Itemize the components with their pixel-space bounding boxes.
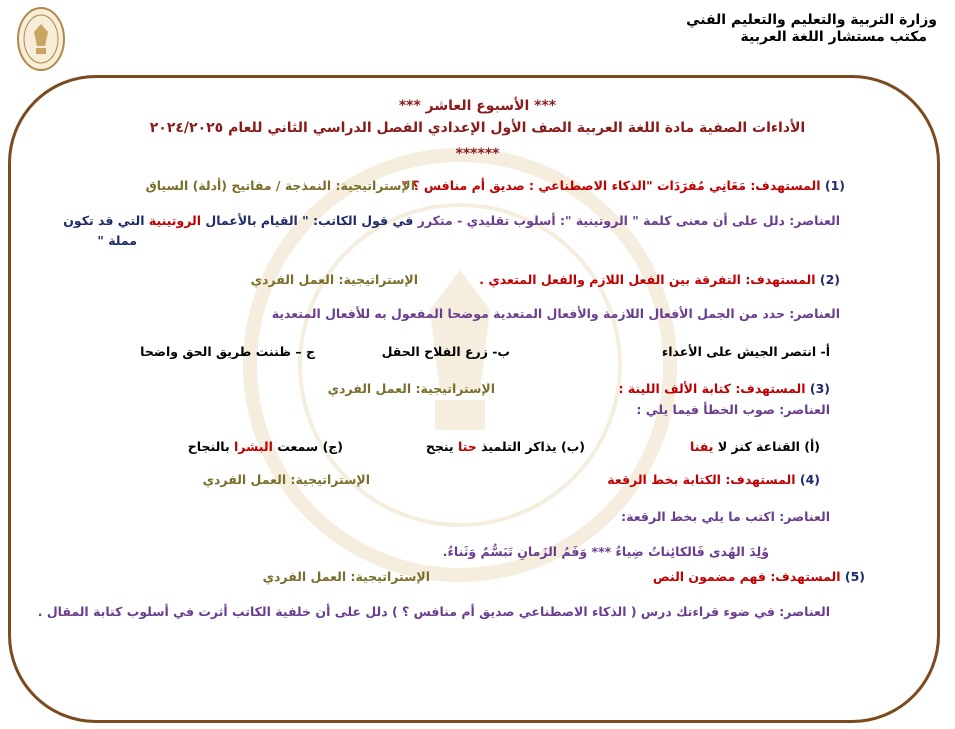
item3-option-b-error: حتا — [458, 439, 477, 454]
item4-verse: وُلِدَ الهُدى فَالكائِناتُ ضِياءُ *** وَفَمُ الزَمانِ تَبَسُّمٌ وَثَناءُ. — [442, 544, 769, 559]
item1-elements-line — [63, 212, 840, 229]
item3-number: (3) — [809, 381, 830, 396]
item4-target-line — [607, 471, 820, 488]
header — [686, 12, 937, 46]
item1-number: (1) — [824, 178, 845, 193]
item4-number: (4) — [799, 472, 820, 487]
item1-elements-red: الروتينية — [148, 213, 201, 228]
item4-elements: العناصر: اكتب ما يلي بخط الرقعة: — [621, 509, 830, 524]
ministry-name: وزارة التربية والتعليم والتعليم الفني — [686, 12, 937, 28]
item1-elements-d: مملة " — [97, 233, 137, 248]
item1-target-line — [401, 177, 845, 194]
item2-option-c: ج – ظننت طريق الحق واضحا — [140, 344, 315, 359]
item5-strategy: الإستراتيجية: العمل الفردي — [262, 569, 430, 584]
item2-target-line — [479, 271, 840, 288]
item3-strategy: الإستراتيجية: العمل الفردي — [327, 381, 495, 396]
item2-elements: العناصر: حدد من الجمل الأفعال اللازمة والأفعال المتعدية موضحا المفعول به للأفعال المتعدية — [271, 306, 840, 321]
item4-strategy: الإستراتيجية: العمل الفردي — [202, 472, 370, 487]
content-frame — [8, 75, 940, 723]
item1-target: مَعَانِي مُفرَدَات "الذكاء الاصطناعي : صديق أم منافس ؟ " — [401, 178, 746, 193]
item1-label: المستهدف: — [750, 178, 821, 193]
item3-option-c-text-end: بالنجاح — [187, 439, 230, 454]
item3-option-b — [426, 438, 585, 455]
lesson-subtitle: الأداءات الصفية مادة اللغة العربية الصف الأول الإعدادي الفصل الدراسي الثاني للعام ٢٠٢٤/٢٠٢٥ — [149, 120, 806, 136]
item3-option-a — [690, 438, 820, 455]
item5-label: المستهدف: — [770, 569, 841, 584]
item2-strategy: الإستراتيجية: العمل الفردي — [250, 272, 418, 287]
item5-number: (5) — [844, 569, 865, 584]
item3-elements: العناصر: صوب الخطأ فيما يلي : — [636, 402, 830, 417]
item3-option-c — [188, 438, 343, 455]
week-title: *** الأسبوع العاشر *** — [398, 98, 557, 114]
item3-label: المستهدف: — [735, 381, 806, 396]
item1-elements-c: التي قد تكون — [63, 213, 145, 228]
item5-target: فهم مضمون النص — [652, 569, 766, 584]
item5-elements: العناصر: في ضوء قراءتك درس ( الذكاء الاصطناعي صديق أم منافس ؟ ) دلل على أن خلفية الكاتب أثرت في أسلوب كتابة المقال . — [37, 604, 830, 619]
item2-label: المستهدف: — [745, 272, 816, 287]
item1-elements-a: العناصر: دلل على أن معنى كلمة " الروتينية ": أسلوب تقليدي - متكرر — [417, 213, 840, 228]
item5-target-line — [653, 568, 865, 585]
item2-target: التفرقة بين الفعل اللازم والفعل المتعدي . — [479, 272, 741, 287]
office-name: مكتب مستشار اللغة العربية — [740, 29, 927, 45]
title-stars: ****** — [455, 146, 500, 162]
item2-option-b: ب- زرع الفلاح الحقل — [381, 344, 510, 359]
item3-option-a-error: يفنا — [690, 439, 714, 454]
item3-option-a-text: (أ) القناعة كنز لا — [717, 439, 820, 454]
item1-elements-b: في قول الكاتب: " القيام بالأعمال — [205, 213, 414, 228]
item4-target: الكتابة بخط الرقعة — [607, 472, 721, 487]
item3-option-b-text: (ب) يذاكر التلميذ — [481, 439, 585, 454]
item3-target-line — [619, 380, 830, 397]
item3-option-c-text: (ج) سمعت — [277, 439, 343, 454]
item4-label: المستهدف: — [725, 472, 796, 487]
item2-option-a: أ- انتصر الجيش على الأعداء — [661, 344, 830, 359]
ministry-seal-logo — [16, 6, 66, 72]
item2-number: (2) — [819, 272, 840, 287]
item1-strategy: الإستراتيجية: النمذجة / مفاتيح (أدلة) السياق — [145, 178, 415, 193]
item3-target: كتابة الألف اللينة : — [618, 381, 731, 396]
item3-option-b-text-end: ينجح — [425, 439, 454, 454]
item3-option-c-error: البشرا — [234, 439, 273, 454]
